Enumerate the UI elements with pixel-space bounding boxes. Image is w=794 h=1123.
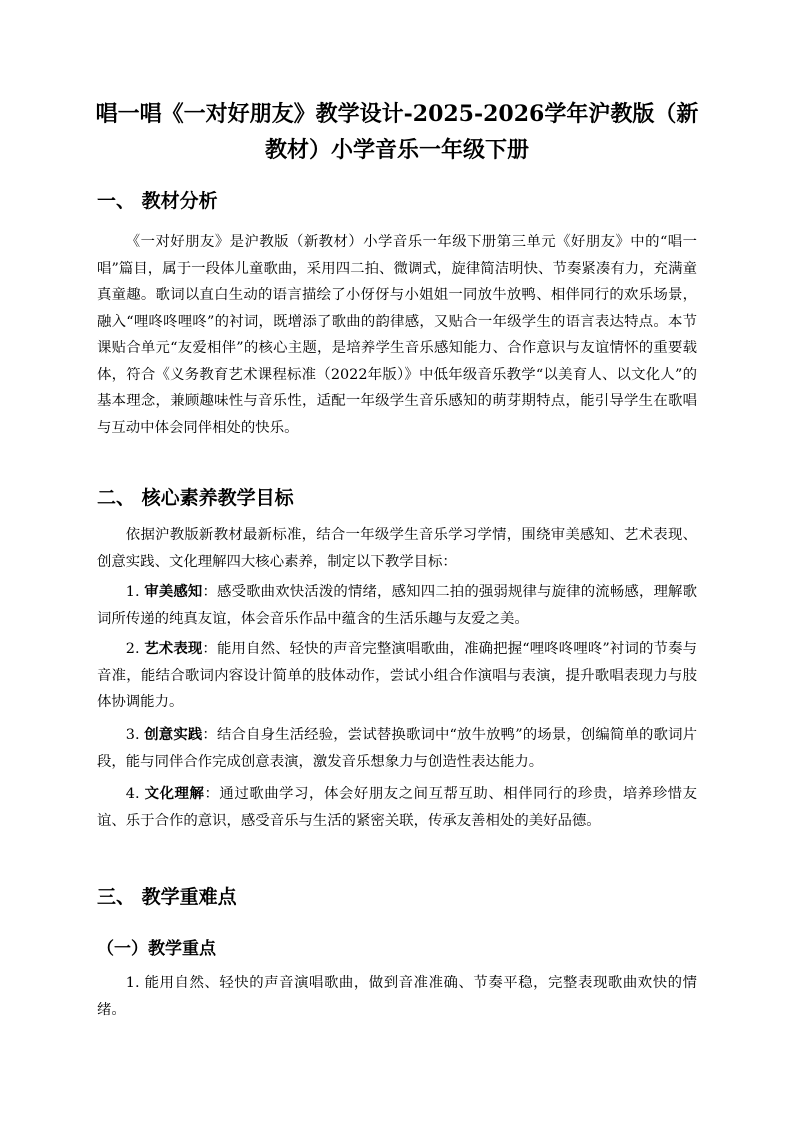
goal-label: 文化理解 xyxy=(144,785,205,802)
goal-number: 4. xyxy=(125,786,140,802)
goal-aesthetic xyxy=(97,579,697,632)
section-heading-key-points: 三、 教学重难点 xyxy=(97,886,237,908)
focus-item: 1. 能用自然、轻快的声音演唱歌曲，做到音准准确、节奏平稳，完整表现歌曲欢快的情绪。 xyxy=(97,975,697,1018)
objectives-intro: 依据沪教版新教材最新标准，结合一年级学生音乐学习学情，围绕审美感知、艺术表现、创意实践、文化理解四大核心素养，制定以下教学目标： xyxy=(97,527,697,570)
section-heading-analysis: 一、 教材分析 xyxy=(97,190,218,212)
document-title: 唱一唱《一对好朋友》教学设计-2025-2026学年沪教版（新教材）小学音乐一年级下册 xyxy=(95,101,699,163)
subsection-heading-focus: （一）教学重点 xyxy=(97,939,216,959)
goal-label: 创意实践 xyxy=(144,726,203,743)
analysis-paragraph: 《一对好朋友》是沪教版（新教材）小学音乐一年级下册第三单元《好朋友》中的“唱一唱”篇目，属于一段体儿童歌曲，采用四二拍、微调式，旋律简洁明快、节奏紧凑有力，充满童真童趣。歌词以直白生动的语言描绘了小伢伢与小姐姐一同放牛放鸭、相伴同行的欢乐场景，融入“哩咚咚哩咚”的衬词，既增添了歌曲的韵律感，又贴合一年级学生的语言表达特点。本节课贴合单元“友爱相伴”的核心主题，是培养学生音乐感知能力、合作意识与友谊情怀的重要载体，符合《义务教育艺术课程标准（2022年版）》中低年级音乐教学“以美育人、以文化人”的基本理念，兼顾趣味性与音乐性，适配一年级学生音乐感知的萌芽期特点，能引导学生在歌唱与互动中体会同伴相处的快乐。 xyxy=(97,234,697,436)
goal-text: ：通过歌曲学习，体会好朋友之间互帮互助、相伴同行的珍贵，培养珍惜友谊、乐于合作的意识，感受音乐与生活的紧密关联，传承友善相处的美好品德。 xyxy=(97,786,697,829)
goal-text: ：感受歌曲欢快活泼的情绪，感知四二拍的强弱规律与旋律的流畅感，理解歌词所传递的纯真友谊，体会音乐作品中蕴含的生活乐趣与友爱之美。 xyxy=(97,584,697,627)
goal-number: 3. xyxy=(125,727,140,743)
section-heading-objectives: 二、 核心素养教学目标 xyxy=(97,487,294,509)
goal-culture xyxy=(97,781,697,834)
goal-number: 1. xyxy=(125,584,140,600)
goal-text: ：结合自身生活经验，尝试替换歌词中“放牛放鸭”的场景，创编简单的歌词片段，能与同伴合作完成创意表演，激发音乐想象力与创造性表达能力。 xyxy=(97,727,698,770)
goal-number: 2. xyxy=(125,641,140,657)
goal-creative xyxy=(97,722,697,775)
goal-expression xyxy=(97,636,697,716)
goal-label: 艺术表现 xyxy=(144,640,203,657)
goal-label: 审美感知 xyxy=(144,583,203,600)
goal-text: ：能用自然、轻快的声音完整演唱歌曲，准确把握“哩咚咚哩咚”衬词的节奏与音准，能结合歌词内容设计简单的肢体动作，尝试小组合作演唱与表演，提升歌唱表现力与肢体协调能力。 xyxy=(97,641,698,710)
